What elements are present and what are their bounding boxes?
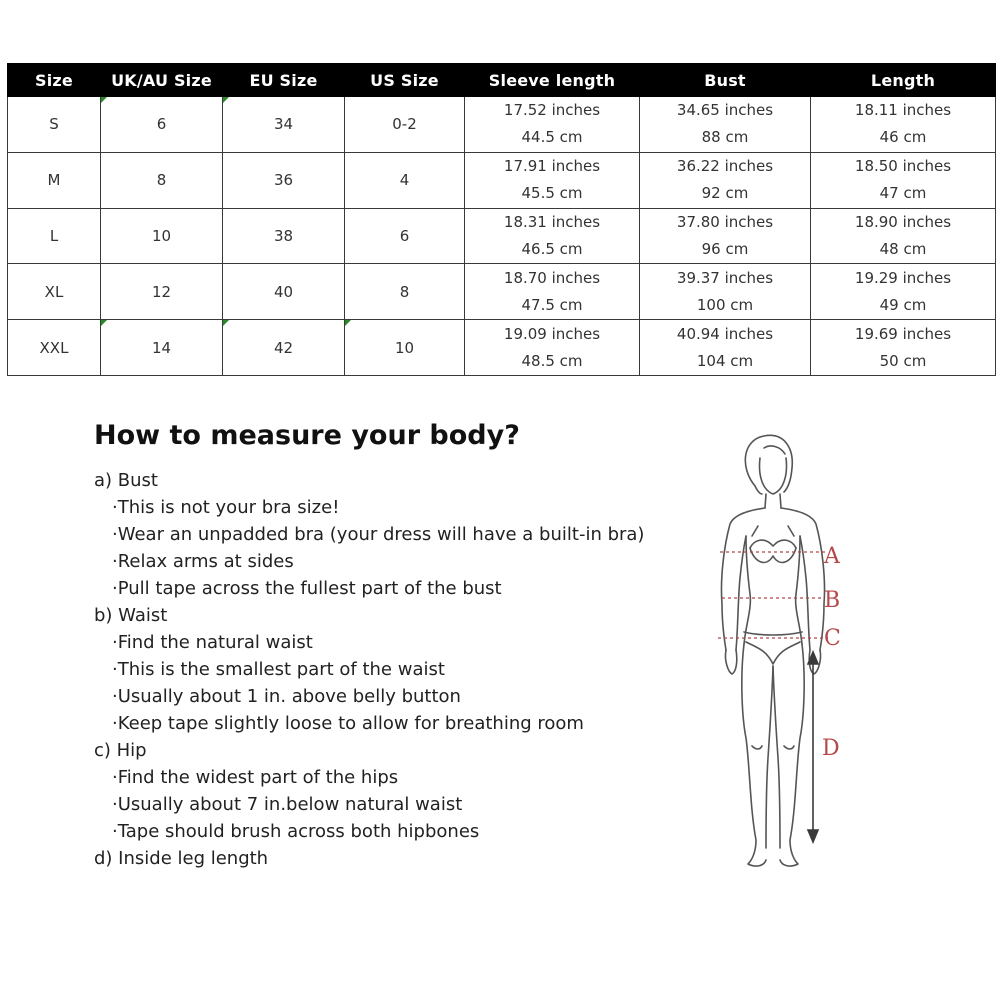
header-bust: Bust <box>640 64 811 97</box>
bust-cm: 92 cm <box>701 184 749 203</box>
header-uk-au: UK/AU Size <box>101 64 223 97</box>
size-chart-table <box>7 63 996 376</box>
list-item: ·Tape should brush across both hipbones <box>112 821 480 842</box>
cell-uk-au: 8 <box>101 152 223 208</box>
cell-sleeve <box>465 264 640 320</box>
list-item: ·Keep tape slightly loose to allow for breathing room <box>112 713 584 734</box>
length-cm: 50 cm <box>879 351 927 370</box>
cell-sleeve <box>465 97 640 153</box>
cell-sleeve <box>465 152 640 208</box>
list-item: ·Find the natural waist <box>112 632 313 653</box>
cell-sleeve <box>465 208 640 264</box>
bust-inches: 40.94 inches <box>676 324 774 343</box>
header-sleeve: Sleeve length <box>465 64 640 97</box>
cell-us: 10 <box>345 320 465 376</box>
cell-size: L <box>8 208 101 264</box>
section-label-hip: c) Hip <box>94 740 147 761</box>
sleeve-inches: 18.70 inches <box>503 268 601 287</box>
body-measurement-figure <box>700 428 850 878</box>
length-cm: 48 cm <box>879 239 927 258</box>
sleeve-cm: 45.5 cm <box>521 184 583 203</box>
sleeve-cm: 46.5 cm <box>521 239 583 258</box>
sleeve-cm: 44.5 cm <box>521 128 583 147</box>
cell-eu: 40 <box>223 264 345 320</box>
bust-inches: 34.65 inches <box>676 101 774 120</box>
length-inches: 18.50 inches <box>854 157 952 176</box>
cell-eu: 38 <box>223 208 345 264</box>
bust-inches: 36.22 inches <box>676 157 774 176</box>
bust-cm: 88 cm <box>701 128 749 147</box>
table-row <box>8 320 996 376</box>
bust-cm: 104 cm <box>696 351 754 370</box>
cell-us: 6 <box>345 208 465 264</box>
cell-uk-au: 10 <box>101 208 223 264</box>
cell-size: M <box>8 152 101 208</box>
cell-bust <box>640 264 811 320</box>
cell-us: 4 <box>345 152 465 208</box>
cell-us: 8 <box>345 264 465 320</box>
cell-bust <box>640 152 811 208</box>
body-outline-illustration <box>700 428 850 878</box>
guide-title: How to measure your body? <box>94 420 520 451</box>
bust-cm: 96 cm <box>701 239 749 258</box>
length-inches: 18.11 inches <box>854 101 952 120</box>
cell-length <box>811 264 996 320</box>
header-eu: EU Size <box>223 64 345 97</box>
label-c: C <box>824 626 841 651</box>
label-b: B <box>824 588 841 613</box>
header-us: US Size <box>345 64 465 97</box>
list-item: ·This is not your bra size! <box>112 497 340 518</box>
cell-size: S <box>8 97 101 153</box>
list-item: ·This is the smallest part of the waist <box>112 659 445 680</box>
cell-bust <box>640 208 811 264</box>
cell-length <box>811 97 996 153</box>
cell-uk-au: 12 <box>101 264 223 320</box>
list-item: ·Find the widest part of the hips <box>112 767 399 788</box>
table-row <box>8 208 996 264</box>
cell-eu: 34 <box>223 97 345 153</box>
sleeve-inches: 19.09 inches <box>503 324 601 343</box>
bust-cm: 100 cm <box>696 295 754 314</box>
cell-bust <box>640 320 811 376</box>
length-cm: 46 cm <box>879 128 927 147</box>
table-row <box>8 97 996 153</box>
list-item: ·Usually about 1 in. above belly button <box>112 686 461 707</box>
cell-eu: 42 <box>223 320 345 376</box>
length-inches: 19.29 inches <box>854 268 952 287</box>
table-header-row <box>8 64 996 97</box>
cell-length <box>811 208 996 264</box>
length-cm: 47 cm <box>879 184 927 203</box>
length-inches: 19.69 inches <box>854 324 952 343</box>
sleeve-cm: 48.5 cm <box>521 351 583 370</box>
list-item: ·Relax arms at sides <box>112 551 294 572</box>
bust-inches: 39.37 inches <box>676 268 774 287</box>
sleeve-inches: 17.91 inches <box>503 157 601 176</box>
sleeve-inches: 18.31 inches <box>503 212 601 231</box>
measurement-guide <box>94 470 694 875</box>
label-a: A <box>824 544 840 569</box>
list-item: ·Usually about 7 in.below natural waist <box>112 794 463 815</box>
header-size: Size <box>8 64 101 97</box>
cell-eu: 36 <box>223 152 345 208</box>
cell-size: XXL <box>8 320 101 376</box>
sleeve-inches: 17.52 inches <box>503 101 601 120</box>
cell-uk-au: 6 <box>101 97 223 153</box>
cell-uk-au: 14 <box>101 320 223 376</box>
cell-size: XL <box>8 264 101 320</box>
header-length: Length <box>811 64 996 97</box>
cell-sleeve <box>465 320 640 376</box>
list-item: ·Pull tape across the fullest part of the bust <box>112 578 502 599</box>
table-row <box>8 152 996 208</box>
cell-us: 0-2 <box>345 97 465 153</box>
cell-length <box>811 320 996 376</box>
cell-bust <box>640 97 811 153</box>
section-label-waist: b) Waist <box>94 605 168 626</box>
section-label-bust: a) Bust <box>94 470 158 491</box>
label-d: D <box>822 736 840 761</box>
table-row <box>8 264 996 320</box>
length-cm: 49 cm <box>879 295 927 314</box>
section-label-inside-leg: d) Inside leg length <box>94 848 269 869</box>
bust-inches: 37.80 inches <box>676 212 774 231</box>
list-item: ·Wear an unpadded bra (your dress will have a built-in bra) <box>112 524 645 545</box>
length-inches: 18.90 inches <box>854 212 952 231</box>
cell-length <box>811 152 996 208</box>
sleeve-cm: 47.5 cm <box>521 295 583 314</box>
